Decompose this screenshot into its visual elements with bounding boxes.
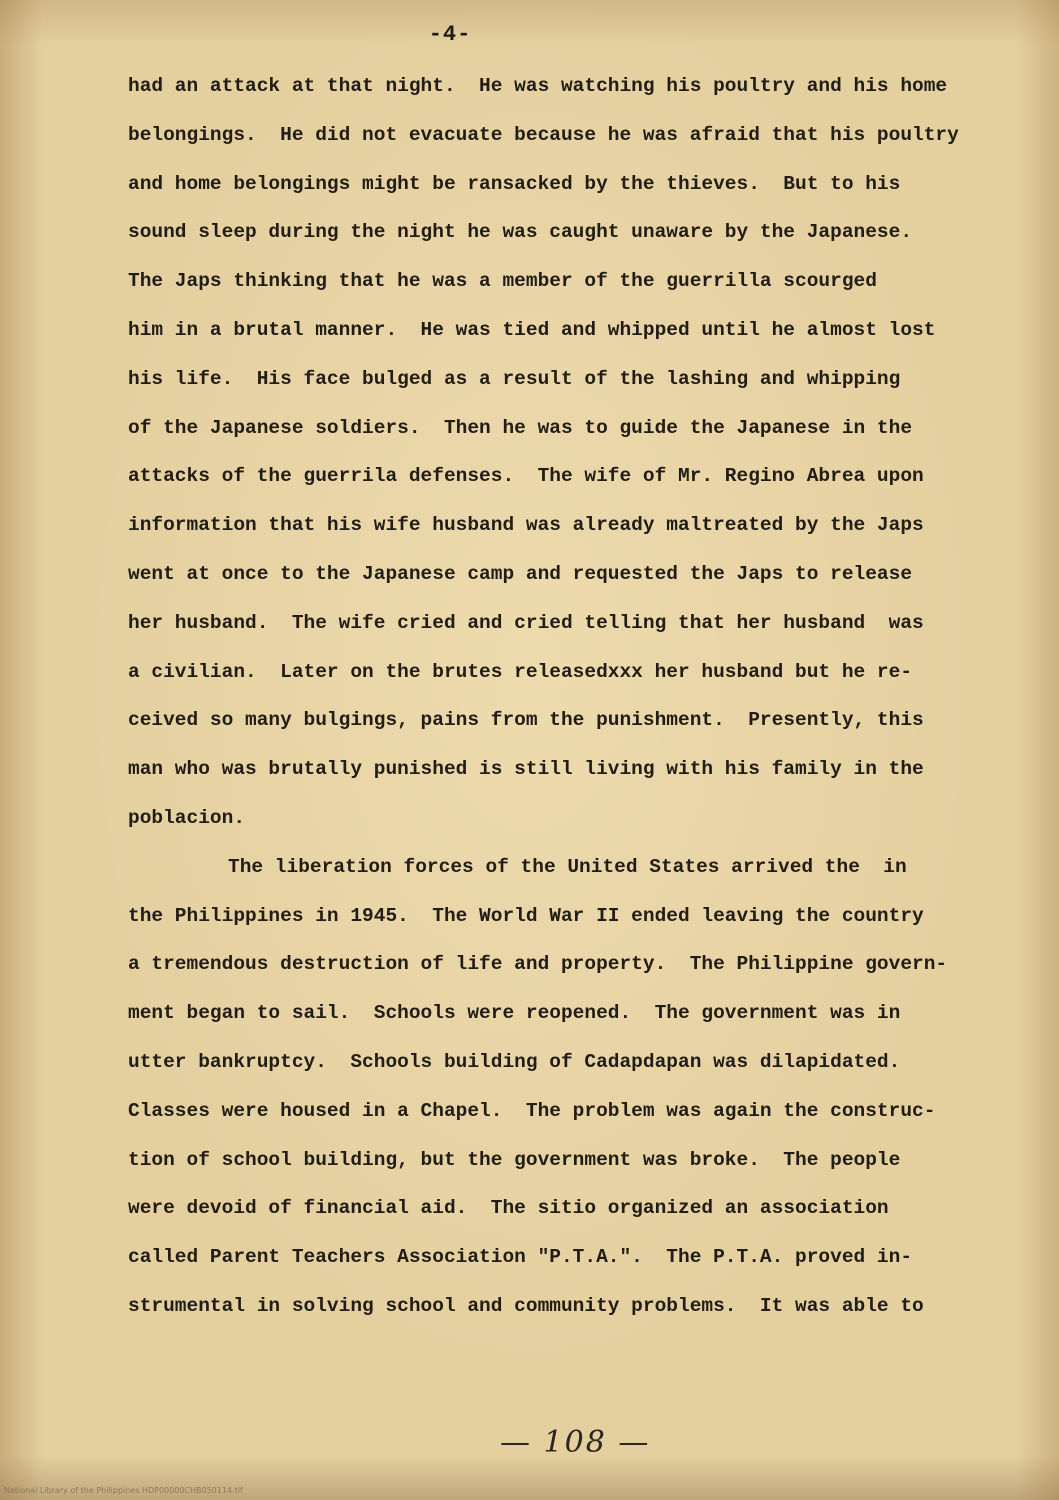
text-line: information that his wife husband was already maltreated by the Japs [128,514,924,537]
text-line: a civilian. Later on the brutes releasedxxx her husband but he re- [128,660,913,683]
text-line: poblacion. [128,806,246,829]
folio-number: — 108 — [500,1425,651,1460]
archive-stamp: National Library of the Philippines HDP00000CHB050114.tif [4,1486,243,1495]
text-line: had an attack at that night. He was watching his poultry and his home [128,75,948,97]
paragraph-start-line: The liberation forces of the United States arrived the in [228,855,907,878]
text-line: attacks of the guerrila defenses. The wife of Mr. Regino Abrea upon [128,465,924,488]
text-line: Classes were housed in a Chapel. The problem was again the construc- [128,1099,936,1122]
text-line: him in a brutal manner. He was tied and whipped until he almost lost [128,318,936,341]
text-line: sound sleep during the night he was caught unaware by the Japanese. [128,221,913,244]
text-line: went at once to the Japanese camp and requested the Japs to release [128,562,913,585]
text-line: utter bankruptcy. Schools building of Cadapdapan was dilapidated. [128,1050,901,1073]
text-line: a tremendous destruction of life and property. The Philippine govern- [128,953,948,976]
text-line: were devoid of financial aid. The sitio organized an association [128,1197,889,1220]
body-text [128,66,1008,1335]
text-line: and home belongings might be ransacked by the thieves. But to his [128,172,901,195]
text-line: man who was brutally punished is still living with his family in the [128,758,924,781]
text-line: of the Japanese soldiers. Then he was to guide the Japanese in the [128,416,913,439]
page-number: -4- [428,22,472,47]
text-line: ceived so many bulgings, pains from the punishment. Presently, this [128,709,924,732]
text-line: his life. His face bulged as a result of the lashing and whipping [128,367,901,390]
text-line: ment began to sail. Schools were reopened. The government was in [128,1002,901,1025]
text-line: The Japs thinking that he was a member of the guerrilla scourged [128,270,877,293]
text-line: belongings. He did not evacuate because he was afraid that his poultry [128,123,959,146]
text-line: the Philippines in 1945. The World War II ended leaving the country [128,904,924,927]
text-line: strumental in solving school and community problems. It was able to [128,1294,924,1317]
text-line: called Parent Teachers Association "P.T.A.". The P.T.A. proved in- [128,1246,913,1269]
text-line: her husband. The wife cried and cried telling that her husband was [128,611,924,634]
text-line: tion of school building, but the government was broke. The people [128,1148,901,1171]
